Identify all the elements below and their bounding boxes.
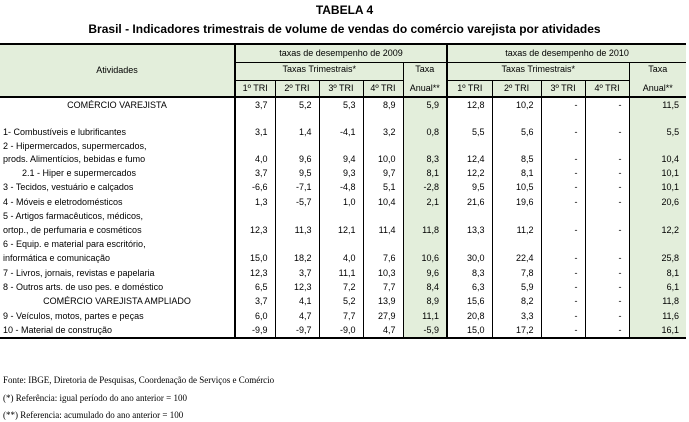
value-cell xyxy=(363,210,403,223)
table-subtitle: Brasil - Indicadores trimestrais de volume de vendas do comércio varejista por atividades xyxy=(88,22,601,36)
value-cell xyxy=(629,112,686,125)
value-cell: 3,7 xyxy=(235,97,275,112)
value-cell: 12,2 xyxy=(447,166,492,180)
quarter-header: 2º TRI xyxy=(275,80,319,97)
value-cell xyxy=(403,210,447,223)
value-cell: 5,2 xyxy=(319,294,363,309)
value-cell: 9,6 xyxy=(275,153,319,166)
value-cell xyxy=(275,210,319,223)
value-cell: 3,3 xyxy=(492,309,541,324)
value-cell: 8,3 xyxy=(447,266,492,280)
value-cell xyxy=(319,112,363,125)
activity-label: prods. Alimentícios, bebidas e fumo xyxy=(3,154,146,164)
activity-label: 9 - Veículos, motos, partes e peças xyxy=(3,311,144,321)
value-cell: 13,9 xyxy=(363,294,403,309)
table-row xyxy=(0,125,686,140)
value-cell: 3,7 xyxy=(235,166,275,180)
value-cell: - xyxy=(585,166,629,180)
value-cell: 11,1 xyxy=(403,309,447,324)
value-cell: 15,6 xyxy=(447,294,492,309)
value-cell xyxy=(447,140,492,153)
activity-label: 2 - Hipermercados, supermercados, xyxy=(3,141,147,151)
value-cell: 12,3 xyxy=(235,266,275,280)
value-cell: 3,1 xyxy=(235,125,275,140)
value-cell xyxy=(492,112,541,125)
value-cell: 13,3 xyxy=(447,223,492,238)
source-note: Fonte: IBGE, Diretoria de Pesquisas, Coordenação de Serviços e Comércio xyxy=(3,375,275,385)
value-cell: 5,3 xyxy=(319,97,363,112)
table-row xyxy=(0,324,686,338)
table-row xyxy=(0,140,686,153)
value-cell: 0,8 xyxy=(403,125,447,140)
value-cell: - xyxy=(585,251,629,266)
value-cell: - xyxy=(585,97,629,112)
value-cell: 11,8 xyxy=(403,223,447,238)
activity-label: COMÉRCIO VAREJISTA xyxy=(67,99,167,110)
table-row xyxy=(0,97,686,112)
activity-label: 5 - Artigos farmacêuticos, médicos, xyxy=(3,211,144,221)
value-cell xyxy=(235,210,275,223)
value-cell xyxy=(492,140,541,153)
value-cell: - xyxy=(541,324,585,338)
table-row xyxy=(0,309,686,324)
value-cell: 19,6 xyxy=(492,195,541,210)
value-cell: 5,2 xyxy=(275,97,319,112)
value-cell: 7,7 xyxy=(363,280,403,294)
value-cell xyxy=(541,140,585,153)
table-row xyxy=(0,210,686,223)
value-cell: - xyxy=(541,180,585,195)
value-cell: 8,4 xyxy=(403,280,447,294)
value-cell: 10,2 xyxy=(492,97,541,112)
value-cell: 4,0 xyxy=(235,153,275,166)
value-cell: 1,0 xyxy=(319,195,363,210)
value-cell: 4,0 xyxy=(319,251,363,266)
table-title: TABELA 4 xyxy=(315,3,374,17)
annual-header: Anual** xyxy=(629,80,686,97)
value-cell: 11,8 xyxy=(629,294,686,309)
value-cell: 4,7 xyxy=(363,324,403,338)
footnote-quarterly: (*) Referência: igual período do ano anterior = 100 xyxy=(3,393,188,403)
value-cell xyxy=(363,238,403,251)
value-cell: 7,8 xyxy=(492,266,541,280)
value-cell: -2,8 xyxy=(403,180,447,195)
value-cell: 9,6 xyxy=(403,266,447,280)
group-header-2009: taxas de desempenho de 2009 xyxy=(235,44,447,62)
annual-header: Anual** xyxy=(403,80,447,97)
value-cell xyxy=(492,210,541,223)
value-cell: -9,7 xyxy=(275,324,319,338)
quarterly-rates-header-2010: Taxas Trimestrais* xyxy=(447,62,629,76)
value-cell: - xyxy=(585,153,629,166)
value-cell: 6,1 xyxy=(629,280,686,294)
value-cell: 5,1 xyxy=(363,180,403,195)
table-row xyxy=(0,223,686,238)
value-cell xyxy=(629,238,686,251)
value-cell: 12,4 xyxy=(447,153,492,166)
table-row xyxy=(0,238,686,251)
value-cell: - xyxy=(585,223,629,238)
value-cell xyxy=(235,140,275,153)
value-cell xyxy=(235,112,275,125)
table-row xyxy=(0,195,686,210)
table-row xyxy=(0,153,686,166)
activity-label: informática e comunicação xyxy=(3,253,111,263)
value-cell: 10,1 xyxy=(629,166,686,180)
value-cell: 2,1 xyxy=(403,195,447,210)
value-cell: 1,4 xyxy=(275,125,319,140)
value-cell: 11,6 xyxy=(629,309,686,324)
value-cell: 12,1 xyxy=(319,223,363,238)
value-cell: 6,3 xyxy=(447,280,492,294)
value-cell: - xyxy=(585,125,629,140)
value-cell: 17,2 xyxy=(492,324,541,338)
table-row xyxy=(0,294,686,309)
value-cell: 8,9 xyxy=(403,294,447,309)
value-cell: - xyxy=(541,195,585,210)
value-cell xyxy=(235,238,275,251)
value-cell: 10,6 xyxy=(403,251,447,266)
value-cell: 15,0 xyxy=(235,251,275,266)
activities-header: Atividades xyxy=(0,44,235,97)
value-cell: 11,3 xyxy=(275,223,319,238)
activity-label: 7 - Livros, jornais, revistas e papelaria xyxy=(3,267,155,278)
value-cell: 11,1 xyxy=(319,266,363,280)
value-cell xyxy=(629,140,686,153)
value-cell: 4,7 xyxy=(275,309,319,324)
quarter-header: 4º TRI xyxy=(585,80,629,97)
value-cell: 20,8 xyxy=(447,309,492,324)
value-cell xyxy=(585,140,629,153)
value-cell: 3,7 xyxy=(235,294,275,309)
activity-label: 3 - Tecidos, vestuário e calçados xyxy=(3,182,134,192)
value-cell xyxy=(403,112,447,125)
value-cell: 7,6 xyxy=(363,251,403,266)
value-cell: 8,1 xyxy=(629,266,686,280)
value-cell: 9,7 xyxy=(363,166,403,180)
value-cell: -4,8 xyxy=(319,180,363,195)
value-cell: - xyxy=(585,309,629,324)
value-cell: 8,1 xyxy=(492,166,541,180)
value-cell: 5,9 xyxy=(403,97,447,112)
value-cell: -5,9 xyxy=(403,324,447,338)
quarter-header: 3º TRI xyxy=(541,80,585,97)
value-cell: 4,1 xyxy=(275,294,319,309)
value-cell: 8,9 xyxy=(363,97,403,112)
activity-label: 4 - Móveis e eletrodomésticos xyxy=(3,197,123,207)
value-cell: 8,2 xyxy=(492,294,541,309)
value-cell: - xyxy=(585,280,629,294)
value-cell: 10,3 xyxy=(363,266,403,280)
value-cell xyxy=(492,238,541,251)
value-cell: -9,0 xyxy=(319,324,363,338)
value-cell: -4,1 xyxy=(319,125,363,140)
value-cell: - xyxy=(541,166,585,180)
value-cell: -5,7 xyxy=(275,195,319,210)
value-cell: 5,5 xyxy=(447,125,492,140)
value-cell: - xyxy=(585,266,629,280)
value-cell: 7,2 xyxy=(319,280,363,294)
value-cell xyxy=(275,140,319,153)
activity-label: 2.1 - Hiper e supermercados xyxy=(22,167,137,178)
group-header-2010: taxas de desempenho de 2010 xyxy=(447,44,686,62)
value-cell: 1,3 xyxy=(235,195,275,210)
table-row xyxy=(0,112,686,125)
value-cell: - xyxy=(541,153,585,166)
value-cell: 3,2 xyxy=(363,125,403,140)
value-cell xyxy=(585,210,629,223)
value-cell: -6,6 xyxy=(235,180,275,195)
table-row xyxy=(0,166,686,180)
table-row xyxy=(0,266,686,280)
value-cell xyxy=(447,112,492,125)
value-cell: 22,4 xyxy=(492,251,541,266)
value-cell: - xyxy=(585,180,629,195)
value-cell: 12,3 xyxy=(235,223,275,238)
value-cell: 11,5 xyxy=(629,97,686,112)
value-cell xyxy=(541,238,585,251)
value-cell xyxy=(541,112,585,125)
value-cell: 18,2 xyxy=(275,251,319,266)
value-cell: 11,4 xyxy=(363,223,403,238)
quarter-header: 1º TRI xyxy=(235,80,275,97)
annual-rate-header-2009: Taxa xyxy=(403,62,447,76)
value-cell: 20,6 xyxy=(629,195,686,210)
value-cell xyxy=(363,140,403,153)
value-cell: 21,6 xyxy=(447,195,492,210)
quarter-header: 2º TRI xyxy=(492,80,541,97)
activity-label: 8 - Outros arts. de uso pes. e doméstico xyxy=(3,281,164,292)
value-cell: - xyxy=(541,125,585,140)
value-cell xyxy=(447,238,492,251)
value-cell: 5,9 xyxy=(492,280,541,294)
value-cell: 10,1 xyxy=(629,180,686,195)
value-cell: 15,0 xyxy=(447,324,492,338)
value-cell: - xyxy=(541,251,585,266)
value-cell: 10,4 xyxy=(363,195,403,210)
quarter-header: 3º TRI xyxy=(319,80,363,97)
value-cell xyxy=(275,112,319,125)
value-cell: 9,5 xyxy=(275,166,319,180)
value-cell xyxy=(403,238,447,251)
value-cell: 10,4 xyxy=(629,153,686,166)
value-cell: - xyxy=(585,195,629,210)
footnote-annual: (**) Referencia: acumulado do ano anterior = 100 xyxy=(3,410,184,420)
quarter-header: 1º TRI xyxy=(447,80,492,97)
activity-label xyxy=(0,112,235,125)
value-cell: - xyxy=(585,294,629,309)
value-cell xyxy=(319,238,363,251)
value-cell: 25,8 xyxy=(629,251,686,266)
value-cell xyxy=(541,210,585,223)
quarterly-rates-header-2009: Taxas Trimestrais* xyxy=(235,62,403,76)
value-cell: 12,2 xyxy=(629,223,686,238)
value-cell xyxy=(363,112,403,125)
value-cell: 8,3 xyxy=(403,153,447,166)
value-cell: 8,5 xyxy=(492,153,541,166)
value-cell: - xyxy=(541,97,585,112)
value-cell: 10,0 xyxy=(363,153,403,166)
value-cell xyxy=(629,210,686,223)
value-cell: 6,0 xyxy=(235,309,275,324)
value-cell xyxy=(275,238,319,251)
value-cell: 27,9 xyxy=(363,309,403,324)
value-cell: - xyxy=(585,324,629,338)
activity-label: 10 - Material de construção xyxy=(0,324,235,338)
value-cell: - xyxy=(541,266,585,280)
value-cell: 5,6 xyxy=(492,125,541,140)
activity-label: ortop., de perfumaria e cosméticos xyxy=(3,225,142,235)
table-row xyxy=(0,280,686,294)
value-cell: 8,1 xyxy=(403,166,447,180)
table-row xyxy=(0,251,686,266)
value-cell: 9,4 xyxy=(319,153,363,166)
table-body xyxy=(0,44,686,338)
value-cell: - xyxy=(541,280,585,294)
value-cell: 11,2 xyxy=(492,223,541,238)
quarter-header: 4º TRI xyxy=(363,80,403,97)
value-cell: - xyxy=(541,309,585,324)
activity-label: COMÉRCIO VAREJISTA AMPLIADO xyxy=(43,296,191,306)
value-cell: 16,1 xyxy=(629,324,686,338)
value-cell xyxy=(319,210,363,223)
value-cell: 30,0 xyxy=(447,251,492,266)
value-cell: 5,5 xyxy=(629,125,686,140)
value-cell xyxy=(403,140,447,153)
activity-label: 6 - Equip. e material para escritório, xyxy=(3,239,146,249)
value-cell: - xyxy=(541,294,585,309)
value-cell: 3,7 xyxy=(275,266,319,280)
value-cell: 9,3 xyxy=(319,166,363,180)
value-cell: 7,7 xyxy=(319,309,363,324)
value-cell xyxy=(319,140,363,153)
table-row xyxy=(0,180,686,195)
value-cell xyxy=(447,210,492,223)
value-cell xyxy=(585,112,629,125)
value-cell xyxy=(585,238,629,251)
activity-label: 1- Combustíveis e lubrificantes xyxy=(3,127,127,137)
value-cell: - xyxy=(541,223,585,238)
value-cell: 9,5 xyxy=(447,180,492,195)
value-cell: 6,5 xyxy=(235,280,275,294)
value-cell: 12,8 xyxy=(447,97,492,112)
data-table xyxy=(0,43,686,339)
value-cell: -9,9 xyxy=(235,324,275,338)
annual-rate-header-2010: Taxa xyxy=(629,62,686,76)
value-cell: 12,3 xyxy=(275,280,319,294)
value-cell: -7,1 xyxy=(275,180,319,195)
value-cell: 10,5 xyxy=(492,180,541,195)
